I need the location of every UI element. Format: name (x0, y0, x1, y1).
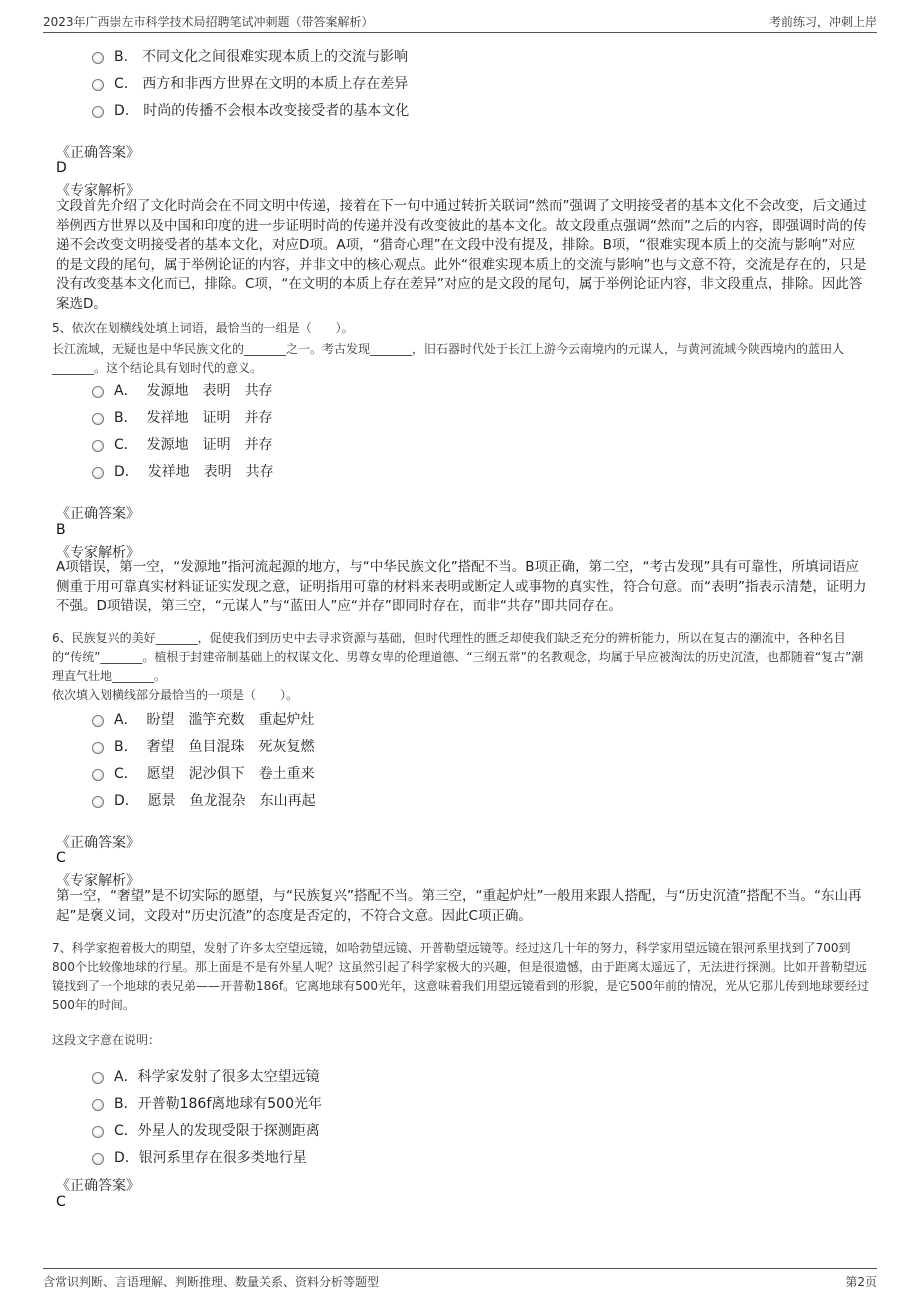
q6-answer: C (56, 850, 66, 866)
q6-stem: 6、民族复兴的美好_______，促使我们到历史中去寻求资源与基础，但时代理性的匮乏却使我们缺乏充分的辨析能力，所以在复古的潮流中，各种名目的“传统”_______。植根于封建帝制基础上的权谋文化、男尊女卑的伦理道德、“三纲五常”的名教观念，均属于早应被淘汰的历史沉渣，也都随着“复古”潮理直气壮地_______。 (52, 631, 864, 683)
q4-answer-label: 《正确答案》 (56, 145, 140, 161)
page-number: 第2页 (845, 1275, 877, 1289)
radio-icon[interactable] (92, 467, 104, 479)
radio-icon[interactable] (92, 715, 104, 727)
footer-note: 含常识判断、言语理解、判断推理、数量关系、资料分析等题型 (43, 1275, 380, 1289)
page-header (43, 10, 877, 33)
document-title: 2023年广西崇左市科学技术局招聘笔试冲刺题（带答案解析） (43, 15, 374, 29)
q7-stem: 7、科学家抱着极大的期望，发射了许多太空望远镜，如哈勃望远镜、开普勒望远镜等。经过这几十年的努力，科学家用望远镜在银河系里找到了700到800个比较像地球的行星。那上面是不是有外星人呢？这虽然引起了科学家极大的兴趣，但是很遗憾，由于距离太遥远了，无法进行探测。比如开普勒望远镜找到了一个地球的表兄弟——开普勒186f。它离地球有500光年，这意味着我们用望远镜看到的形貌，是它500年前的情况，光从它那儿传到地球要经过500年的时间。 (52, 941, 869, 1012)
q4-answer: D (56, 160, 67, 176)
q4-analysis-label: 《专家解析》 (56, 183, 140, 199)
radio-icon[interactable] (92, 106, 104, 118)
q5-analysis-label: 《专家解析》 (56, 545, 140, 561)
radio-icon[interactable] (92, 1099, 104, 1111)
q7-stem2: 这段文字意在说明： (52, 1033, 161, 1047)
radio-icon[interactable] (92, 742, 104, 754)
q6-stem2: 依次填入划横线部分最恰当的一项是（ ）。 (52, 688, 299, 702)
q7-answer: C (56, 1194, 66, 1210)
radio-icon[interactable] (92, 1126, 104, 1138)
page-footer (43, 1268, 877, 1289)
radio-icon[interactable] (92, 1153, 104, 1165)
header-slogan: 考前练习，冲刺上岸 (768, 15, 877, 29)
q6-analysis-label: 《专家解析》 (56, 873, 140, 889)
q7-answer-label: 《正确答案》 (56, 1178, 140, 1194)
radio-icon[interactable] (92, 769, 104, 781)
q6-analysis: 第一空，“奢望”是不切实际的愿望，与“民族复兴”搭配不当。第三空，“重起炉灶”一般用来跟人搭配，与“历史沉渣”搭配不当。“东山再起”是褒义词，文段对“历史沉渣”的态度是否定的，不符合文意。因此C项正确。 (56, 888, 862, 924)
radio-icon[interactable] (92, 386, 104, 398)
q5-text: 长江流域，无疑也是中华民族文化的_______之一。考古发现_______，旧石器时代处于长江上游今云南境内的元谋人，与黄河流域今陕西境内的蓝田人_______。这个结论具有划时代的意义。 (52, 342, 845, 375)
q5-answer: B (56, 522, 66, 538)
radio-icon[interactable] (92, 440, 104, 452)
radio-icon[interactable] (92, 52, 104, 64)
radio-icon[interactable] (92, 796, 104, 808)
radio-icon[interactable] (92, 1072, 104, 1084)
q4-analysis: 文段首先介绍了文化时尚会在不同文明中传递，接着在下一句中通过转折关联词“然而”强调了文明接受者的基本文化不会改变，后文通过举例西方世界以及中国和印度的进一步证明时尚的传递并没有改变彼此的基本文化。故文段重点强调“然而”之后的内容，即强调时尚的传递不会改变文明接受者的基本文化，对应D项。A项，“猎奇心理”在文段中没有提及，排除。B项，“很难实现本质上的交流与影响”对应的是文段的尾句，属于举例论证的内容，并非文中的核心观点。此外“很难实现本质上的交流与影响”也与文意不符，交流是存在的，只是没有改变基本文化而已，排除。C项，“在文明的本质上存在差异”对应的是文段的尾句，属于举例论证内容，非文段重点，排除。因此答案选D。 (56, 198, 867, 312)
radio-icon[interactable] (92, 79, 104, 91)
radio-icon[interactable] (92, 413, 104, 425)
q5-stem: 5、依次在划横线处填上词语，最恰当的一组是（ ）。 (52, 321, 354, 335)
q6-answer-label: 《正确答案》 (56, 835, 140, 851)
q5-analysis: A项错误，第一空，“发源地”指河流起源的地方，与“中华民族文化”搭配不当。B项正确，第二空，“考古发现”具有可靠性，所填词语应侧重于用可靠真实材料证证实发现之意，证明指用可靠的材料来表明或断定人或事物的真实性，符合句意。而“表明”指表示清楚，证明力不强。D项错误，第三空，“元谋人”与“蓝田人”应“并存”即同时存在，而非“共存”即共同存在。 (56, 559, 867, 614)
q5-answer-label: 《正确答案》 (56, 506, 140, 522)
